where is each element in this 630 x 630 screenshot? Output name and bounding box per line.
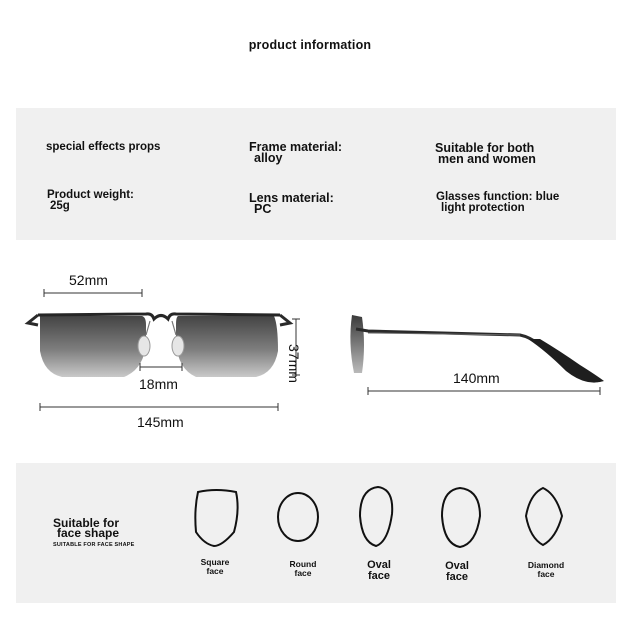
left-end-piece (28, 315, 38, 325)
bridge-width-label: 18mm (139, 376, 178, 392)
spec-frame-material (249, 142, 342, 164)
square-face-icon (195, 490, 237, 546)
spec-glasses-function (436, 192, 559, 214)
left-nose-pad (138, 336, 150, 356)
left-lens (40, 316, 146, 377)
face-label-round: Round face (289, 559, 317, 578)
spec-lens-material (249, 193, 334, 215)
spec-suitable-gender (435, 143, 536, 165)
lens-height-label: 37mm (286, 344, 302, 383)
round-face-icon (278, 493, 318, 541)
face-shape-icons (0, 480, 630, 560)
oval-face-2-icon (442, 488, 480, 547)
face-label-square: Square face (200, 557, 230, 576)
spec-weight-value: 25g (50, 200, 70, 212)
spec-weight-label: Product weight: (47, 189, 134, 201)
side-dimension-lines (368, 387, 600, 395)
temple-length-label: 140mm (453, 370, 500, 386)
face-heading-sub: SUITABLE FOR FACE SHAPE (53, 542, 135, 548)
front-view (28, 314, 290, 377)
nose-pad-arms (146, 321, 176, 335)
spec-lens-label: Lens material: (249, 191, 334, 205)
spec-suitable-line2: men and women (438, 152, 536, 166)
spec-function-line1: Glasses function: blue (436, 191, 560, 203)
face-heading-line1: Suitable for (53, 516, 120, 530)
frame-width-label: 145mm (137, 414, 184, 430)
right-end-piece (280, 315, 290, 325)
spec-suitable-line1: Suitable for both (435, 141, 535, 155)
face-heading-line2: face shape (57, 526, 120, 540)
face-label-oval: Oval face (367, 559, 391, 582)
oval-face-icon (360, 487, 392, 546)
diamond-face-icon (526, 488, 562, 545)
spec-panel (16, 108, 616, 240)
spec-lens-value: PC (254, 202, 272, 216)
right-nose-pad (172, 336, 184, 356)
side-lens (350, 315, 364, 373)
face-label-diamond: Diamond face (527, 560, 565, 579)
spec-function-line2: light protection (441, 202, 525, 214)
spec-effects: special effects props (46, 141, 161, 153)
page-title: product information (248, 38, 372, 52)
spec-frame-value: alloy (254, 151, 283, 165)
right-lens (176, 316, 278, 377)
face-label-oval-2: Oval face (445, 560, 469, 583)
spec-product-weight (47, 190, 134, 212)
temple-tip (528, 339, 604, 383)
spec-frame-label: Frame material: (249, 140, 343, 154)
lens-width-label: 52mm (69, 272, 108, 288)
